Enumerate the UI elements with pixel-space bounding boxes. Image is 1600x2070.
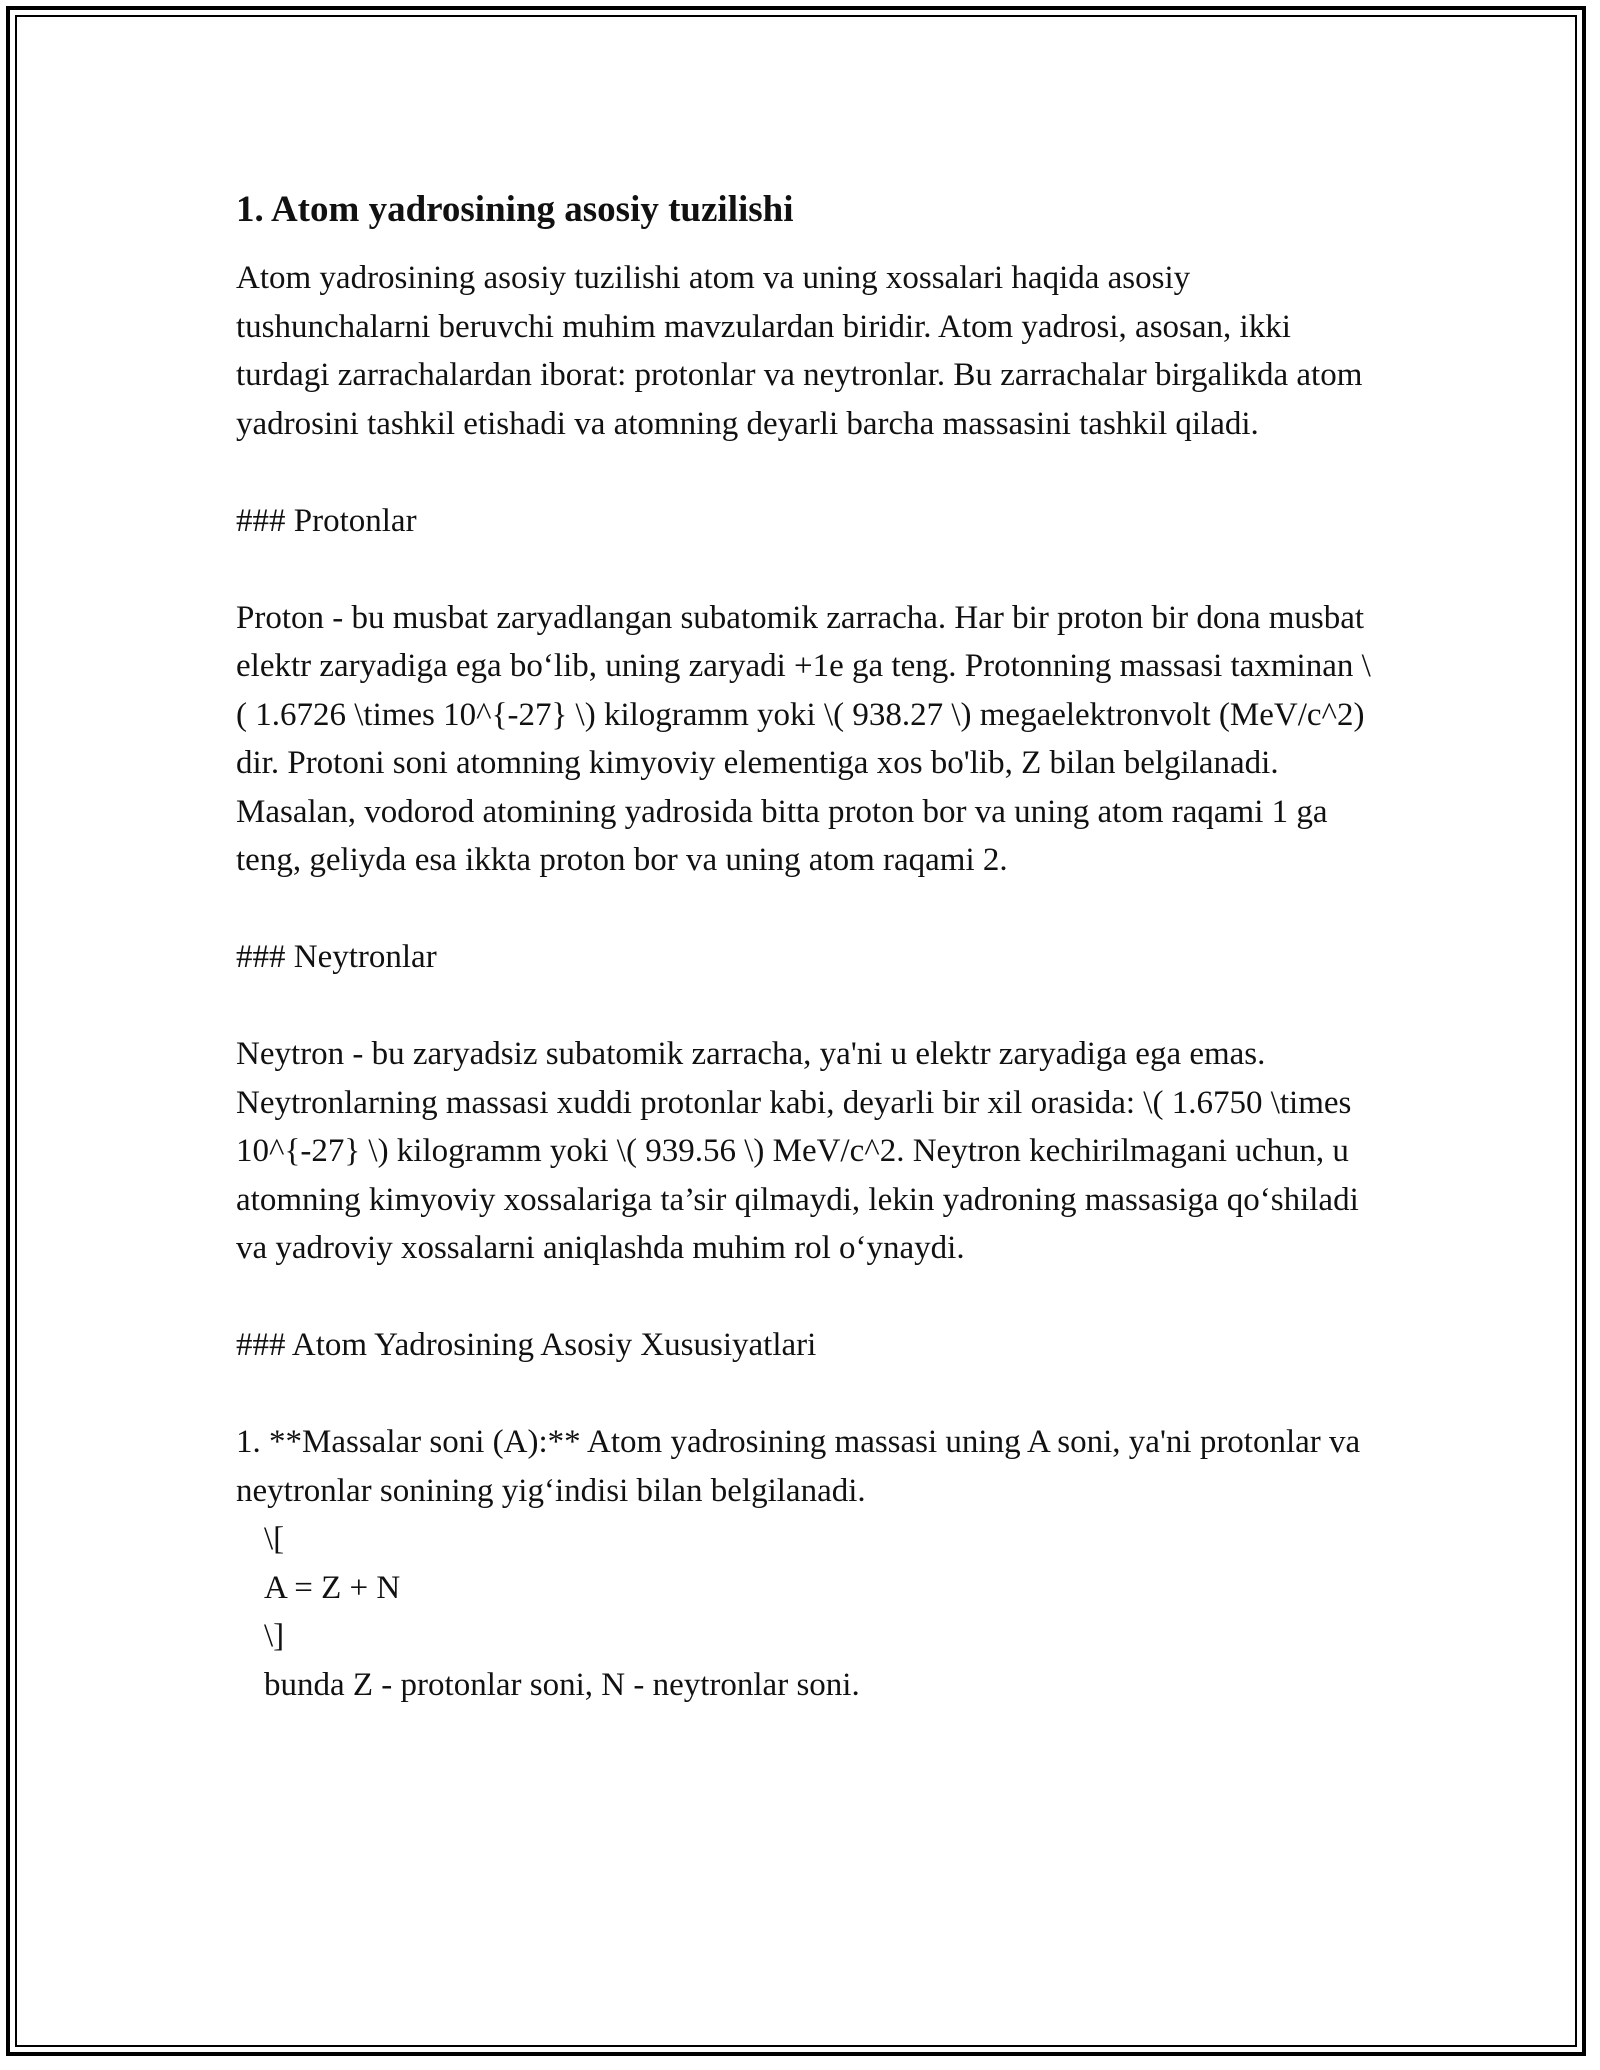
formula-expression: A = Z + N	[264, 1569, 401, 1606]
properties-item-1: 1. **Massalar soni (A):** Atom yadrosining massasi uning A soni, ya'ni protonlar va neytronlar sonining yig‘indisi bilan belgilanadi.	[236, 1424, 1361, 1509]
section-title: 1. Atom yadrosining asosiy tuzilishi	[236, 189, 794, 230]
protons-heading: ### Protonlar	[236, 502, 417, 539]
mass-number-formula	[236, 1515, 1376, 1709]
properties-heading: ### Atom Yadrosining Asosiy Xususiyatlari	[236, 1327, 817, 1363]
protons-paragraph: Proton - bu musbat zaryadlangan subatomik zarracha. Har bir proton bir dona musbat elektr zaryadiga ega bo‘lib, uning zaryadi +1e ga teng. Protonning massasi taxminan \( 1.6726 \times 10^{-27} \) kilogramm yoki \( 938.27 \) megaelektronvolt (MeV/c^2) dir. Protoni soni atomning kimyoviy elementiga xos bo'lib, Z bilan belgilanadi. Masalan, vodorod atomining yadrosida bitta proton bor va uning atom raqami 1 ga teng, geliyda esa ikkta proton bor va uning atom raqami 2.	[236, 599, 1371, 878]
formula-open: \[	[264, 1521, 285, 1557]
neutrons-heading: ### Neytronlar	[236, 939, 437, 975]
neutrons-paragraph: Neytron - bu zaryadsiz subatomik zarracha, ya'ni u elektr zaryadiga ega emas. Neytronlarning massasi xuddi protonlar kabi, deyarli bir xil orasida: \( 1.6750 \times 10^{-27} \) kilogramm yoki \( 939.56 \) MeV/c^2. Neytron kechirilmagani uchun, u atomning kimyoviy xossalariga ta’sir qilmaydi, lekin yadroning massasiga qo‘shiladi va yadroviy xossalarni aniqlashda muhim rol o‘ynaydi.	[236, 1036, 1359, 1266]
intro-paragraph: Atom yadrosining asosiy tuzilishi atom va uning xossalari haqida asosiy tushunchalarni beruvchi muhim mavzulardan biridir. Atom yadrosi, asosan, ikki turdagi zarrachalardan iborat: protonlar va neytronlar. Bu zarrachalar birgalikda atom yadrosini tashkil etishadi va atomning deyarli barcha massasini tashkil qiladi.	[236, 260, 1363, 442]
document-body	[236, 186, 1376, 1709]
formula-note: bunda Z - protonlar soni, N - neytronlar soni.	[264, 1666, 860, 1703]
formula-close: \]	[264, 1618, 285, 1654]
